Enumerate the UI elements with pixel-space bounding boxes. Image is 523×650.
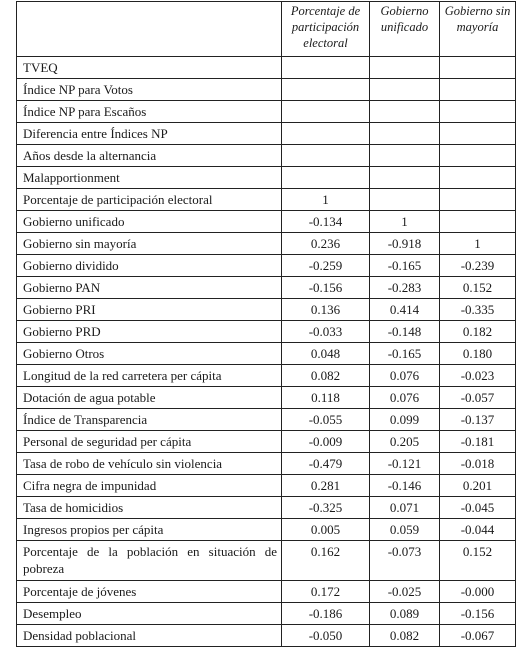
value-cell: 0.099 (370, 409, 440, 431)
row-label: Gobierno PAN (17, 277, 282, 299)
row-label: TVEQ (17, 57, 282, 79)
value-cell: -0.055 (282, 409, 370, 431)
value-cell: -0.335 (440, 299, 516, 321)
value-cell (440, 145, 516, 167)
table-row (17, 625, 516, 647)
value-cell: 0.205 (370, 431, 440, 453)
value-cell: 0.048 (282, 343, 370, 365)
value-cell: -0.044 (440, 519, 516, 541)
correlation-table (16, 1, 516, 647)
value-cell: -0.918 (370, 233, 440, 255)
row-label: Personal de seguridad per cápita (17, 431, 282, 453)
value-cell (440, 189, 516, 211)
table-row (17, 541, 516, 581)
table-row (17, 581, 516, 603)
header-cell-participation: Porcentaje de participación electoral (282, 2, 370, 57)
value-cell: -0.283 (370, 277, 440, 299)
value-cell: -0.023 (440, 365, 516, 387)
value-cell (282, 145, 370, 167)
value-cell (370, 123, 440, 145)
value-cell: -0.148 (370, 321, 440, 343)
table-row (17, 387, 516, 409)
table-row (17, 343, 516, 365)
value-cell: -0.239 (440, 255, 516, 277)
header-row (17, 2, 516, 57)
value-cell: -0.045 (440, 497, 516, 519)
value-cell: 0.076 (370, 387, 440, 409)
table-row (17, 321, 516, 343)
value-cell (440, 123, 516, 145)
value-cell (440, 79, 516, 101)
row-label: Índice de Transparencia (17, 409, 282, 431)
value-cell (440, 101, 516, 123)
value-cell: 0.152 (440, 541, 516, 581)
value-cell: -0.073 (370, 541, 440, 581)
table-row (17, 101, 516, 123)
row-label: Longitud de la red carretera per cápita (17, 365, 282, 387)
row-label: Dotación de agua potable (17, 387, 282, 409)
value-cell: -0.033 (282, 321, 370, 343)
table-row (17, 299, 516, 321)
value-cell (370, 101, 440, 123)
table-row (17, 79, 516, 101)
value-cell: -0.259 (282, 255, 370, 277)
value-cell: -0.057 (440, 387, 516, 409)
table-row (17, 233, 516, 255)
value-cell: -0.025 (370, 581, 440, 603)
value-cell (440, 57, 516, 79)
table-row (17, 277, 516, 299)
value-cell (370, 189, 440, 211)
row-label: Tasa de homicidios (17, 497, 282, 519)
row-label: Densidad poblacional (17, 625, 282, 647)
table-row (17, 453, 516, 475)
row-label: Gobierno dividido (17, 255, 282, 277)
value-cell: 0.236 (282, 233, 370, 255)
value-cell (370, 57, 440, 79)
table-row (17, 431, 516, 453)
header-cell-unified: Gobierno unificado (370, 2, 440, 57)
row-label: Ingresos propios per cápita (17, 519, 282, 541)
value-cell: -0.067 (440, 625, 516, 647)
value-cell: -0.018 (440, 453, 516, 475)
value-cell: -0.325 (282, 497, 370, 519)
value-cell: 0.059 (370, 519, 440, 541)
value-cell: 0.136 (282, 299, 370, 321)
row-label: Años desde la alternancia (17, 145, 282, 167)
value-cell: -0.134 (282, 211, 370, 233)
row-label: Malapportionment (17, 167, 282, 189)
value-cell: 0.089 (370, 603, 440, 625)
row-label: Porcentaje de participación electoral (17, 189, 282, 211)
value-cell: 0.152 (440, 277, 516, 299)
row-label: Cifra negra de impunidad (17, 475, 282, 497)
value-cell: 0.180 (440, 343, 516, 365)
table-row (17, 409, 516, 431)
table-row (17, 255, 516, 277)
value-cell: 0.082 (282, 365, 370, 387)
table-row (17, 211, 516, 233)
table-row (17, 189, 516, 211)
row-label: Índice NP para Votos (17, 79, 282, 101)
value-cell (370, 145, 440, 167)
value-cell: 0.201 (440, 475, 516, 497)
table-row (17, 145, 516, 167)
row-label: Gobierno unificado (17, 211, 282, 233)
value-cell: 1 (282, 189, 370, 211)
header-cell-no-majority: Gobierno sin mayoría (440, 2, 516, 57)
value-cell: -0.121 (370, 453, 440, 475)
value-cell: -0.000 (440, 581, 516, 603)
value-cell (440, 167, 516, 189)
value-cell: -0.181 (440, 431, 516, 453)
table-row (17, 57, 516, 79)
value-cell: 0.076 (370, 365, 440, 387)
row-label: Porcentaje de la población en situación de pobreza (17, 541, 282, 581)
value-cell: 1 (370, 211, 440, 233)
row-label: Tasa de robo de vehículo sin violencia (17, 453, 282, 475)
value-cell: 0.162 (282, 541, 370, 581)
table-row (17, 497, 516, 519)
value-cell (282, 101, 370, 123)
value-cell: 0.182 (440, 321, 516, 343)
row-label: Diferencia entre Índices NP (17, 123, 282, 145)
value-cell: -0.165 (370, 343, 440, 365)
value-cell: 0.071 (370, 497, 440, 519)
value-cell: -0.165 (370, 255, 440, 277)
table-row (17, 475, 516, 497)
row-label: Desempleo (17, 603, 282, 625)
value-cell: -0.186 (282, 603, 370, 625)
value-cell: 0.082 (370, 625, 440, 647)
table-body (17, 57, 516, 647)
row-label: Índice NP para Escaños (17, 101, 282, 123)
value-cell: -0.137 (440, 409, 516, 431)
table-row (17, 167, 516, 189)
value-cell: -0.009 (282, 431, 370, 453)
value-cell (370, 79, 440, 101)
table-row (17, 519, 516, 541)
value-cell (282, 79, 370, 101)
value-cell: -0.146 (370, 475, 440, 497)
row-label: Gobierno PRD (17, 321, 282, 343)
value-cell: -0.050 (282, 625, 370, 647)
table-row (17, 603, 516, 625)
value-cell: 0.172 (282, 581, 370, 603)
row-label: Gobierno PRI (17, 299, 282, 321)
value-cell (282, 167, 370, 189)
header-cell-variable (17, 2, 282, 57)
value-cell: 0.118 (282, 387, 370, 409)
table-row (17, 123, 516, 145)
value-cell (282, 123, 370, 145)
value-cell (440, 211, 516, 233)
value-cell: -0.479 (282, 453, 370, 475)
row-label: Porcentaje de jóvenes (17, 581, 282, 603)
value-cell (370, 167, 440, 189)
value-cell: 1 (440, 233, 516, 255)
row-label: Gobierno sin mayoría (17, 233, 282, 255)
value-cell: 0.005 (282, 519, 370, 541)
value-cell: -0.156 (440, 603, 516, 625)
value-cell (282, 57, 370, 79)
table-row (17, 365, 516, 387)
row-label: Gobierno Otros (17, 343, 282, 365)
value-cell: -0.156 (282, 277, 370, 299)
value-cell: 0.281 (282, 475, 370, 497)
value-cell: 0.414 (370, 299, 440, 321)
